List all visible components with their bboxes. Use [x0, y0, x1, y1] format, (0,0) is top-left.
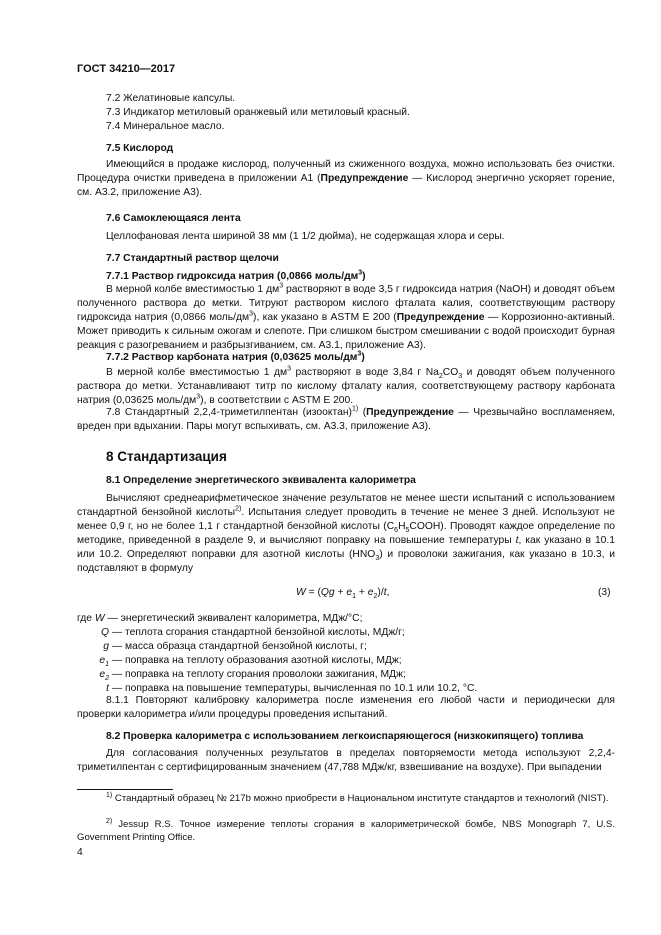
footnote-separator [77, 789, 173, 790]
section-7-7-2-heading: 7.7.2 Раствор карбоната натрия (0,03625 моль/$дм^3$) [106, 350, 365, 363]
section-8-2-text: Для согласования полученных результатов в пределах повторяемости метода используют 2,2,4-триметилпентан с сертифицированным значением (47,788 МДж/кг, взвешивание на воздухе). При выпадении [77, 748, 615, 773]
section-7-5-heading: 7.5 Кислород [106, 143, 174, 154]
standard-header: ГОСТ 34210—2017 [77, 63, 176, 75]
section-7-7-1-text: В мерной колбе вместимостью 1 $дм^3$ растворяют в воде 3,5 г гидроксида натрия (NaOH) и доводят объем полученного раствора до метки. Титруют раствором кислого фталата калия, соответствующим раствору гидроксида натрия (0,0866 моль/$дм^3$), как указано в ASTM E 200 (Предупреждение — Коррозионно-активный. Может приводить к сильным ожогам и слепоте. При слишком быстром смешивании с водой происходит бурная реакция с разогреванием и разбрызгиванием, см. А3.1, приложение А3). [77, 282, 616, 351]
section-7-7-2-text: В мерной колбе вместимостью 1 $дм^3$ растворяют в воде 3,84 г $Na_2CO_3$ и доводят объем полученного раствора до метки. Устанавливают титр по кислому фталату калия, соответствующему раствору карбоната натрия (0,03625 моль/$дм^3$), в соответствии с ASTM E 200. [77, 365, 615, 406]
section-7-5-text: Имеющийся в продаже кислород, полученный из сжиженного воздуха, можно использовать без очистки. Процедура очистки приведена в приложении А1 (Предупреждение — Кислород энергично ускоряет горение, см. А3.2, приложение А3). [77, 159, 615, 198]
where-line-w: где W — энергетический эквивалент калориметра, МДж/°С; [77, 613, 363, 624]
item-7-4: 7.4 Минеральное масло. [106, 121, 225, 132]
item-7-2: 7.2 Желатиновые капсулы. [106, 93, 236, 104]
warning-label: Предупреждение [396, 312, 485, 323]
footnote-2: $^{2)}$ Jessup R.S. Точное измерение теплоты сгорания в калориметрической бомбе, NBS Monograph 7, U.S. Government Printing Office. [77, 817, 615, 843]
warning-label: Предупреждение [320, 173, 409, 184]
where-line-t: t — поправка на повышение температуры, вычисленная по 10.1 или 10.2, °С. [106, 683, 478, 694]
footnote-1: $^{1)}$ Стандартный образец № 217b можно приобрести в Национальном институте стандартов и технологий (NIST). [106, 791, 609, 804]
section-8-1-text: Вычисляют среднеарифметическое значение результатов не менее шести испытаний с использованием стандартной бензойной кислоты$^{2)}$. Испытания следует проводить в течение не менее 3 дней. Используют не менее 0,9 г, но не более 1,1 г стандартной бензойной кислоты $(C_6H_5COOH)$. Проводят каждое определение по методике, приведенной в разделе 9, и вычисляют поправку на повышение температуры t, как указано в 10.1 или 10.2. Определяют поправки для азотной кислоты $(HNO_3)$ и проволоки зажигания, как указано в 10.3, и подставляют в формулу [77, 493, 615, 574]
section-8-heading: 8 Стандартизация [106, 449, 227, 464]
where-line-q: Q — теплота сгорания стандартной бензойной кислоты, МДж/г; [100, 627, 405, 638]
section-7-7-1-heading: 7.7.1 Раствор гидроксида натрия (0,0866 моль/$дм^3$) [106, 269, 366, 282]
section-8-1-heading: 8.1 Определение энергетического эквивалента калориметра [106, 475, 416, 486]
section-7-7-heading: 7.7 Стандартный раствор щелочи [106, 253, 279, 264]
where-line-e2: $e_2$ — поправка на теплоту сгорания проволоки зажигания, МДж; [99, 669, 406, 683]
where-line-e1: $e_1$ — поправка на теплоту образования азотной кислоты, МДж; [99, 655, 402, 669]
section-7-6-text: Целлофановая лента шириной 38 мм (1 1/2 дюйма), не содержащая хлора и серы. [106, 231, 505, 242]
section-7-6-heading: 7.6 Самоклеющаяся лента [106, 213, 241, 224]
where-line-g: g — масса образца стандартной бензойной кислоты, г; [103, 641, 367, 652]
item-7-3: 7.3 Индикатор метиловый оранжевый или метиловый красный. [106, 107, 410, 118]
section-8-2-heading: 8.2 Проверка калориметра с использованием легкоиспаряющегося (низкокипящего) топлива [106, 731, 584, 742]
formula-3: $W = (Qg + e_1 + e_2)/t$, [296, 587, 390, 601]
page-number: 4 [77, 847, 83, 858]
warning-label: Предупреждение [366, 407, 454, 418]
formula-number: (3) [598, 587, 611, 598]
section-8-1-1-text: 8.1.1 Повторяют калибровку калориметра после изменения его любой части и периодически для проверки калориметра и/или процедуры проведения испытаний. [77, 695, 615, 720]
section-7-8-text: 7.8 Стандартный 2,2,4-триметилпентан (изооктан)$^{1)}$ (Предупреждение — Чрезвычайно воспламеняем, вреден при вдыхании. Пары могут вспыхивать, см. А3.3, приложение А3). [77, 405, 616, 432]
